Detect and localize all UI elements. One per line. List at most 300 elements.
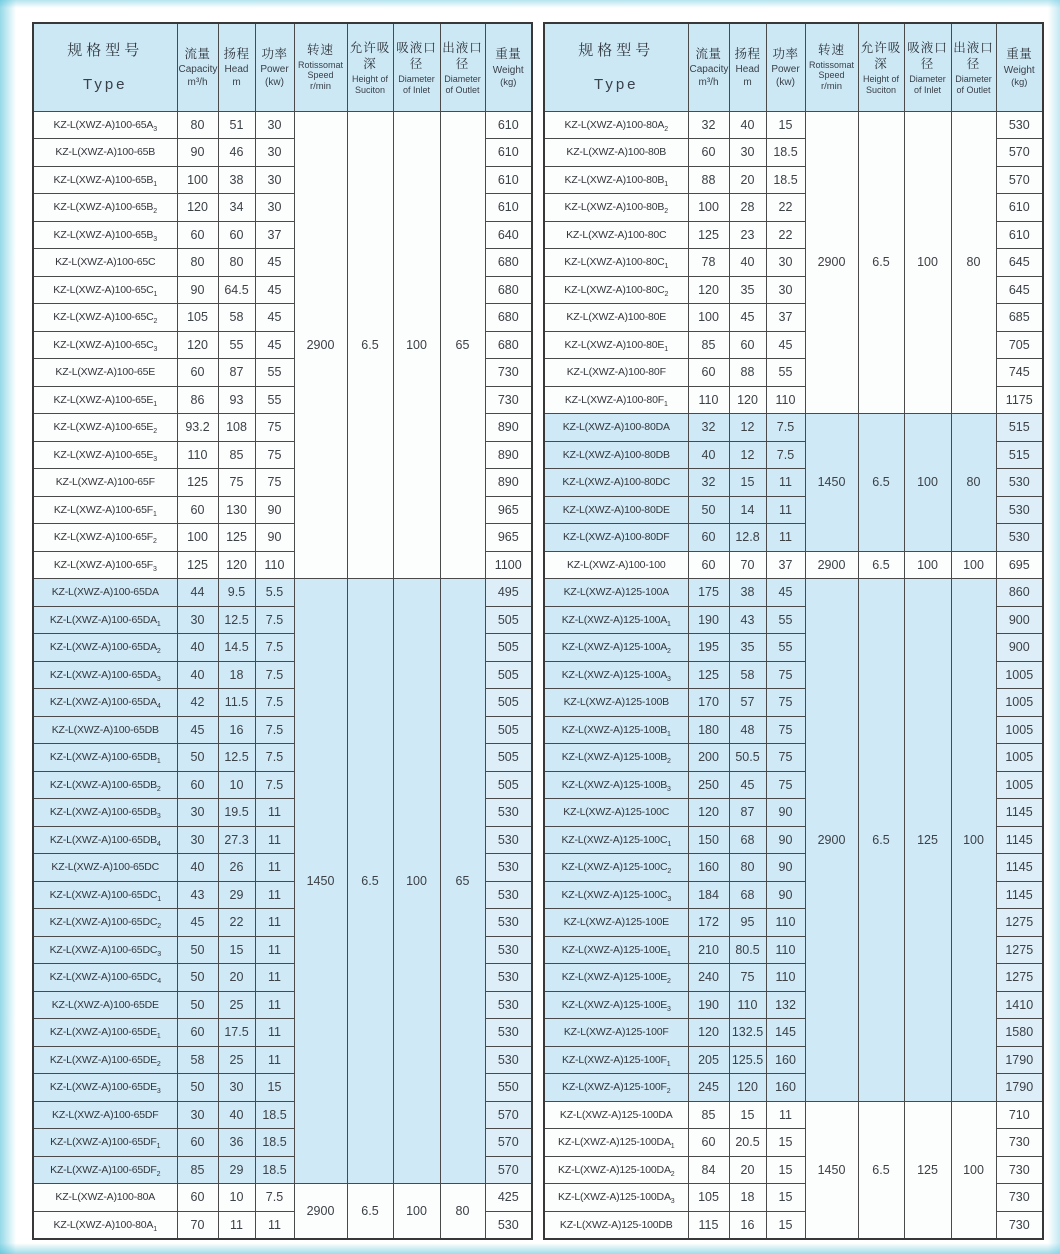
weight-cell: 965 bbox=[485, 496, 532, 524]
weight-cell: 505 bbox=[485, 661, 532, 689]
head-cell: 12.5 bbox=[218, 606, 255, 634]
head-cell: 25 bbox=[218, 991, 255, 1019]
tables-container bbox=[32, 22, 1060, 1240]
inlet-diameter-cell: 100 bbox=[904, 551, 951, 579]
head-cell: 25 bbox=[218, 1046, 255, 1074]
power-cell: 18.5 bbox=[255, 1101, 294, 1129]
capacity-cell: 200 bbox=[688, 744, 729, 772]
type-cell: $KZ-L(XWZ-A)125-100E_3$ bbox=[544, 991, 688, 1019]
power-cell: 45 bbox=[255, 304, 294, 332]
type-cell: $KZ-L(XWZ-A)100-65DA_2$ bbox=[33, 634, 177, 662]
type-cell: KZ-L(XWZ-A)125-100E bbox=[544, 909, 688, 937]
head-cell: 26 bbox=[218, 854, 255, 882]
head-cell: 10 bbox=[218, 1184, 255, 1212]
type-cell: $KZ-L(XWZ-A)100-65DB_4$ bbox=[33, 826, 177, 854]
power-cell: 55 bbox=[766, 606, 805, 634]
type-cell: KZ-L(XWZ-A)100-80DC bbox=[544, 469, 688, 497]
capacity-cell: 90 bbox=[177, 276, 218, 304]
head-cell: 29 bbox=[218, 1156, 255, 1184]
power-cell: 11 bbox=[255, 1019, 294, 1047]
weight-cell: 1005 bbox=[996, 689, 1043, 717]
weight-cell: 890 bbox=[485, 469, 532, 497]
head-cell: 58 bbox=[218, 304, 255, 332]
power-cell: 30 bbox=[766, 249, 805, 277]
head-cell: 20.5 bbox=[729, 1129, 766, 1157]
speed-cell: 2900 bbox=[805, 551, 858, 579]
type-cell: $KZ-L(XWZ-A)100-80A_2$ bbox=[544, 111, 688, 139]
type-cell: $KZ-L(XWZ-A)125-100F_1$ bbox=[544, 1046, 688, 1074]
col-header-outlet: 出液口径 Diameter of Outlet bbox=[951, 23, 996, 111]
type-cell: KZ-L(XWZ-A)100-80DA bbox=[544, 414, 688, 442]
col-header-speed: 转速 Rotissomat Speed r/min bbox=[805, 23, 858, 111]
weight-cell: 1145 bbox=[996, 826, 1043, 854]
type-cell: $KZ-L(XWZ-A)125-100E_2$ bbox=[544, 964, 688, 992]
power-cell: 11 bbox=[766, 1101, 805, 1129]
capacity-cell: 50 bbox=[177, 744, 218, 772]
speed-cell: 2900 bbox=[294, 1184, 347, 1239]
power-cell: 55 bbox=[766, 359, 805, 387]
type-cell: $KZ-L(XWZ-A)100-80F_1$ bbox=[544, 386, 688, 414]
weight-cell: 530 bbox=[485, 991, 532, 1019]
weight-cell: 530 bbox=[485, 826, 532, 854]
weight-cell: 530 bbox=[485, 854, 532, 882]
col-header-outlet: 出液口径 Diameter of Outlet bbox=[440, 23, 485, 111]
weight-cell: 1790 bbox=[996, 1074, 1043, 1102]
capacity-cell: 30 bbox=[177, 826, 218, 854]
weight-cell: 1580 bbox=[996, 1019, 1043, 1047]
type-cell: $KZ-L(XWZ-A)125-100DA_3$ bbox=[544, 1184, 688, 1212]
head-cell: 36 bbox=[218, 1129, 255, 1157]
power-cell: 90 bbox=[255, 496, 294, 524]
outlet-diameter-cell: 65 bbox=[440, 579, 485, 1184]
type-cell: KZ-L(XWZ-A)100-65DC bbox=[33, 854, 177, 882]
type-cell: $KZ-L(XWZ-A)100-65DB_2$ bbox=[33, 771, 177, 799]
speed-cell: 2900 bbox=[294, 111, 347, 579]
head-cell: 16 bbox=[218, 716, 255, 744]
weight-cell: 530 bbox=[485, 936, 532, 964]
weight-cell: 1005 bbox=[996, 716, 1043, 744]
weight-cell: 695 bbox=[996, 551, 1043, 579]
type-cell: KZ-L(XWZ-A)125-100DB bbox=[544, 1211, 688, 1239]
capacity-cell: 110 bbox=[177, 441, 218, 469]
capacity-cell: 100 bbox=[177, 524, 218, 552]
type-cell: $KZ-L(XWZ-A)100-65A_3$ bbox=[33, 111, 177, 139]
capacity-cell: 180 bbox=[688, 716, 729, 744]
col-header-suction: 允许吸深 Height of Suciton bbox=[858, 23, 904, 111]
power-cell: 75 bbox=[255, 469, 294, 497]
capacity-cell: 100 bbox=[177, 166, 218, 194]
head-cell: 120 bbox=[729, 386, 766, 414]
head-cell: 60 bbox=[218, 221, 255, 249]
weight-cell: 610 bbox=[996, 221, 1043, 249]
weight-cell: 570 bbox=[485, 1156, 532, 1184]
type-cell: KZ-L(XWZ-A)100-65DE bbox=[33, 991, 177, 1019]
head-cell: 12.8 bbox=[729, 524, 766, 552]
type-cell: $KZ-L(XWZ-A)100-80A_1$ bbox=[33, 1211, 177, 1239]
head-cell: 9.5 bbox=[218, 579, 255, 607]
weight-cell: 685 bbox=[996, 304, 1043, 332]
type-cell: $KZ-L(XWZ-A)100-65F_2$ bbox=[33, 524, 177, 552]
type-cell: KZ-L(XWZ-A)125-100C bbox=[544, 799, 688, 827]
weight-cell: 610 bbox=[996, 194, 1043, 222]
head-cell: 64.5 bbox=[218, 276, 255, 304]
power-cell: 110 bbox=[766, 936, 805, 964]
table-header bbox=[33, 23, 532, 111]
header-row bbox=[33, 23, 532, 111]
type-cell: $KZ-L(XWZ-A)100-65C_2$ bbox=[33, 304, 177, 332]
outlet-diameter-cell: 100 bbox=[951, 579, 996, 1102]
type-cell: $KZ-L(XWZ-A)100-65E_3$ bbox=[33, 441, 177, 469]
head-cell: 75 bbox=[218, 469, 255, 497]
speed-cell: 2900 bbox=[805, 579, 858, 1102]
type-cell: KZ-L(XWZ-A)125-100DA bbox=[544, 1101, 688, 1129]
power-cell: 7.5 bbox=[255, 771, 294, 799]
inlet-diameter-cell: 100 bbox=[393, 111, 440, 579]
power-cell: 7.5 bbox=[255, 634, 294, 662]
weight-cell: 1790 bbox=[996, 1046, 1043, 1074]
power-cell: 11 bbox=[766, 496, 805, 524]
weight-cell: 1005 bbox=[996, 771, 1043, 799]
head-cell: 15 bbox=[218, 936, 255, 964]
table-body bbox=[33, 111, 532, 1239]
capacity-cell: 60 bbox=[177, 1129, 218, 1157]
suction-height-cell: 6.5 bbox=[858, 1101, 904, 1239]
capacity-cell: 250 bbox=[688, 771, 729, 799]
capacity-cell: 115 bbox=[688, 1211, 729, 1239]
col-header-power: 功率 Power (kw) bbox=[255, 23, 294, 111]
capacity-cell: 85 bbox=[688, 1101, 729, 1129]
outlet-diameter-cell: 80 bbox=[951, 111, 996, 414]
power-cell: 11 bbox=[255, 1046, 294, 1074]
suction-height-cell: 6.5 bbox=[858, 414, 904, 552]
head-cell: 87 bbox=[218, 359, 255, 387]
power-cell: 11 bbox=[255, 1211, 294, 1239]
spec-row bbox=[544, 414, 1043, 442]
weight-cell: 900 bbox=[996, 634, 1043, 662]
head-cell: 50.5 bbox=[729, 744, 766, 772]
weight-cell: 745 bbox=[996, 359, 1043, 387]
capacity-cell: 58 bbox=[177, 1046, 218, 1074]
power-cell: 75 bbox=[766, 771, 805, 799]
power-cell: 90 bbox=[766, 826, 805, 854]
type-cell: $KZ-L(XWZ-A)100-65E_2$ bbox=[33, 414, 177, 442]
power-cell: 7.5 bbox=[255, 744, 294, 772]
type-cell: $KZ-L(XWZ-A)125-100A_1$ bbox=[544, 606, 688, 634]
head-cell: 57 bbox=[729, 689, 766, 717]
type-cell: $KZ-L(XWZ-A)100-80C_1$ bbox=[544, 249, 688, 277]
col-header-weight: 重量 Weight (kg) bbox=[996, 23, 1043, 111]
type-cell: $KZ-L(XWZ-A)100-65F_1$ bbox=[33, 496, 177, 524]
type-cell: $KZ-L(XWZ-A)100-65DC_4$ bbox=[33, 964, 177, 992]
weight-cell: 890 bbox=[485, 414, 532, 442]
head-cell: 12 bbox=[729, 441, 766, 469]
type-cell: $KZ-L(XWZ-A)100-65F_3$ bbox=[33, 551, 177, 579]
weight-cell: 505 bbox=[485, 689, 532, 717]
power-cell: 15 bbox=[255, 1074, 294, 1102]
capacity-cell: 60 bbox=[177, 1019, 218, 1047]
type-cell: KZ-L(XWZ-A)100-65E bbox=[33, 359, 177, 387]
power-cell: 7.5 bbox=[766, 441, 805, 469]
power-cell: 15 bbox=[766, 1184, 805, 1212]
head-cell: 35 bbox=[729, 634, 766, 662]
weight-cell: 900 bbox=[996, 606, 1043, 634]
type-cell: $KZ-L(XWZ-A)100-65B_2$ bbox=[33, 194, 177, 222]
inlet-diameter-cell: 125 bbox=[904, 1101, 951, 1239]
power-cell: 11 bbox=[255, 854, 294, 882]
head-cell: 28 bbox=[729, 194, 766, 222]
power-cell: 110 bbox=[766, 386, 805, 414]
head-cell: 27.3 bbox=[218, 826, 255, 854]
head-cell: 108 bbox=[218, 414, 255, 442]
power-cell: 37 bbox=[766, 551, 805, 579]
head-cell: 20 bbox=[729, 1156, 766, 1184]
head-cell: 93 bbox=[218, 386, 255, 414]
power-cell: 11 bbox=[255, 881, 294, 909]
head-cell: 80.5 bbox=[729, 936, 766, 964]
type-cell: $KZ-L(XWZ-A)100-80C_2$ bbox=[544, 276, 688, 304]
head-cell: 15 bbox=[729, 1101, 766, 1129]
weight-cell: 1275 bbox=[996, 936, 1043, 964]
weight-cell: 1175 bbox=[996, 386, 1043, 414]
outlet-diameter-cell: 80 bbox=[951, 414, 996, 552]
weight-cell: 705 bbox=[996, 331, 1043, 359]
power-cell: 75 bbox=[255, 414, 294, 442]
capacity-cell: 90 bbox=[177, 139, 218, 167]
power-cell: 7.5 bbox=[255, 689, 294, 717]
col-header-power: 功率 Power (kw) bbox=[766, 23, 805, 111]
weight-cell: 505 bbox=[485, 606, 532, 634]
weight-cell: 680 bbox=[485, 304, 532, 332]
type-cell: KZ-L(XWZ-A)100-65F bbox=[33, 469, 177, 497]
power-cell: 75 bbox=[766, 744, 805, 772]
capacity-cell: 125 bbox=[177, 551, 218, 579]
power-cell: 145 bbox=[766, 1019, 805, 1047]
power-cell: 55 bbox=[255, 359, 294, 387]
capacity-cell: 105 bbox=[688, 1184, 729, 1212]
capacity-cell: 100 bbox=[688, 304, 729, 332]
capacity-cell: 125 bbox=[177, 469, 218, 497]
weight-cell: 1410 bbox=[996, 991, 1043, 1019]
head-cell: 20 bbox=[729, 166, 766, 194]
weight-cell: 530 bbox=[485, 799, 532, 827]
weight-cell: 730 bbox=[485, 359, 532, 387]
head-cell: 125 bbox=[218, 524, 255, 552]
power-cell: 75 bbox=[255, 441, 294, 469]
type-cell: $KZ-L(XWZ-A)100-65DA_4$ bbox=[33, 689, 177, 717]
capacity-cell: 85 bbox=[177, 1156, 218, 1184]
power-cell: 160 bbox=[766, 1074, 805, 1102]
capacity-cell: 85 bbox=[688, 331, 729, 359]
capacity-cell: 60 bbox=[688, 359, 729, 387]
type-cell: $KZ-L(XWZ-A)100-65B_3$ bbox=[33, 221, 177, 249]
capacity-cell: 50 bbox=[177, 1074, 218, 1102]
power-cell: 22 bbox=[766, 194, 805, 222]
type-cell: $KZ-L(XWZ-A)125-100B_2$ bbox=[544, 744, 688, 772]
capacity-cell: 184 bbox=[688, 881, 729, 909]
spec-row bbox=[33, 579, 532, 607]
type-cell: KZ-L(XWZ-A)100-80E bbox=[544, 304, 688, 332]
type-cell: $KZ-L(XWZ-A)100-65B_1$ bbox=[33, 166, 177, 194]
col-header-inlet: 吸液口径 Diameter of Inlet bbox=[904, 23, 951, 111]
power-cell: 7.5 bbox=[255, 1184, 294, 1212]
col-header-weight: 重量 Weight (kg) bbox=[485, 23, 532, 111]
head-cell: 51 bbox=[218, 111, 255, 139]
capacity-cell: 60 bbox=[177, 496, 218, 524]
head-cell: 132.5 bbox=[729, 1019, 766, 1047]
weight-cell: 570 bbox=[996, 166, 1043, 194]
table-header bbox=[544, 23, 1043, 111]
type-cell: $KZ-L(XWZ-A)125-100F_2$ bbox=[544, 1074, 688, 1102]
spec-row bbox=[544, 111, 1043, 139]
capacity-cell: 84 bbox=[688, 1156, 729, 1184]
type-cell: $KZ-L(XWZ-A)100-65DE_3$ bbox=[33, 1074, 177, 1102]
capacity-cell: 60 bbox=[688, 551, 729, 579]
inlet-diameter-cell: 100 bbox=[393, 1184, 440, 1239]
weight-cell: 530 bbox=[485, 1019, 532, 1047]
weight-cell: 610 bbox=[485, 194, 532, 222]
speed-cell: 1450 bbox=[805, 414, 858, 552]
weight-cell: 570 bbox=[996, 139, 1043, 167]
power-cell: 45 bbox=[766, 331, 805, 359]
power-cell: 18.5 bbox=[766, 166, 805, 194]
power-cell: 7.5 bbox=[255, 661, 294, 689]
capacity-cell: 50 bbox=[177, 991, 218, 1019]
suction-height-cell: 6.5 bbox=[347, 111, 393, 579]
head-cell: 48 bbox=[729, 716, 766, 744]
type-cell: $KZ-L(XWZ-A)100-65DF_2$ bbox=[33, 1156, 177, 1184]
power-cell: 5.5 bbox=[255, 579, 294, 607]
power-cell: 55 bbox=[766, 634, 805, 662]
power-cell: 30 bbox=[255, 194, 294, 222]
speed-cell: 1450 bbox=[805, 1101, 858, 1239]
head-cell: 45 bbox=[729, 304, 766, 332]
inlet-diameter-cell: 125 bbox=[904, 579, 951, 1102]
weight-cell: 515 bbox=[996, 441, 1043, 469]
type-cell: KZ-L(XWZ-A)100-100 bbox=[544, 551, 688, 579]
capacity-cell: 60 bbox=[688, 139, 729, 167]
type-cell: $KZ-L(XWZ-A)125-100A_2$ bbox=[544, 634, 688, 662]
weight-cell: 645 bbox=[996, 249, 1043, 277]
type-cell: $KZ-L(XWZ-A)100-80B_2$ bbox=[544, 194, 688, 222]
col-header-head: 扬程 Head m bbox=[729, 23, 766, 111]
head-cell: 30 bbox=[729, 139, 766, 167]
power-cell: 11 bbox=[766, 524, 805, 552]
weight-cell: 1100 bbox=[485, 551, 532, 579]
capacity-cell: 190 bbox=[688, 991, 729, 1019]
spec-row bbox=[33, 1184, 532, 1212]
power-cell: 11 bbox=[255, 799, 294, 827]
weight-cell: 730 bbox=[996, 1211, 1043, 1239]
power-cell: 11 bbox=[255, 964, 294, 992]
weight-cell: 610 bbox=[485, 166, 532, 194]
suction-height-cell: 6.5 bbox=[858, 579, 904, 1102]
weight-cell: 1145 bbox=[996, 881, 1043, 909]
speed-cell: 1450 bbox=[294, 579, 347, 1184]
capacity-cell: 170 bbox=[688, 689, 729, 717]
weight-cell: 530 bbox=[485, 1211, 532, 1239]
capacity-cell: 195 bbox=[688, 634, 729, 662]
power-cell: 18.5 bbox=[766, 139, 805, 167]
capacity-cell: 78 bbox=[688, 249, 729, 277]
power-cell: 7.5 bbox=[766, 414, 805, 442]
capacity-cell: 190 bbox=[688, 606, 729, 634]
weight-cell: 515 bbox=[996, 414, 1043, 442]
capacity-cell: 30 bbox=[177, 1101, 218, 1129]
capacity-cell: 172 bbox=[688, 909, 729, 937]
capacity-cell: 105 bbox=[177, 304, 218, 332]
head-cell: 15 bbox=[729, 469, 766, 497]
capacity-cell: 150 bbox=[688, 826, 729, 854]
weight-cell: 730 bbox=[996, 1184, 1043, 1212]
type-cell: KZ-L(XWZ-A)125-100A bbox=[544, 579, 688, 607]
capacity-cell: 70 bbox=[177, 1211, 218, 1239]
head-cell: 60 bbox=[729, 331, 766, 359]
spec-row bbox=[544, 579, 1043, 607]
capacity-cell: 45 bbox=[177, 716, 218, 744]
head-cell: 87 bbox=[729, 799, 766, 827]
weight-cell: 570 bbox=[485, 1129, 532, 1157]
weight-cell: 710 bbox=[996, 1101, 1043, 1129]
power-cell: 110 bbox=[766, 964, 805, 992]
weight-cell: 530 bbox=[485, 964, 532, 992]
weight-cell: 530 bbox=[485, 1046, 532, 1074]
power-cell: 11 bbox=[255, 991, 294, 1019]
capacity-cell: 210 bbox=[688, 936, 729, 964]
weight-cell: 1145 bbox=[996, 799, 1043, 827]
head-cell: 40 bbox=[729, 249, 766, 277]
head-cell: 45 bbox=[729, 771, 766, 799]
head-cell: 38 bbox=[218, 166, 255, 194]
head-cell: 18 bbox=[218, 661, 255, 689]
type-cell: $KZ-L(XWZ-A)125-100B_3$ bbox=[544, 771, 688, 799]
power-cell: 45 bbox=[255, 249, 294, 277]
weight-cell: 730 bbox=[485, 386, 532, 414]
spec-row bbox=[544, 551, 1043, 579]
col-header-head: 扬程 Head m bbox=[218, 23, 255, 111]
capacity-cell: 60 bbox=[688, 524, 729, 552]
head-cell: 68 bbox=[729, 881, 766, 909]
capacity-cell: 40 bbox=[177, 661, 218, 689]
power-cell: 18.5 bbox=[255, 1156, 294, 1184]
head-cell: 11.5 bbox=[218, 689, 255, 717]
head-cell: 34 bbox=[218, 194, 255, 222]
power-cell: 90 bbox=[255, 524, 294, 552]
type-cell: $KZ-L(XWZ-A)125-100E_1$ bbox=[544, 936, 688, 964]
head-cell: 11 bbox=[218, 1211, 255, 1239]
capacity-cell: 60 bbox=[177, 359, 218, 387]
weight-cell: 680 bbox=[485, 249, 532, 277]
type-cell: KZ-L(XWZ-A)100-65DA bbox=[33, 579, 177, 607]
head-cell: 40 bbox=[729, 111, 766, 139]
head-cell: 22 bbox=[218, 909, 255, 937]
suction-height-cell: 6.5 bbox=[858, 551, 904, 579]
capacity-cell: 100 bbox=[688, 194, 729, 222]
power-cell: 90 bbox=[766, 854, 805, 882]
weight-cell: 640 bbox=[485, 221, 532, 249]
capacity-cell: 120 bbox=[688, 276, 729, 304]
capacity-cell: 93.2 bbox=[177, 414, 218, 442]
power-cell: 30 bbox=[255, 166, 294, 194]
head-cell: 23 bbox=[729, 221, 766, 249]
power-cell: 15 bbox=[766, 1211, 805, 1239]
capacity-cell: 50 bbox=[688, 496, 729, 524]
capacity-cell: 125 bbox=[688, 661, 729, 689]
weight-cell: 965 bbox=[485, 524, 532, 552]
capacity-cell: 42 bbox=[177, 689, 218, 717]
capacity-cell: 30 bbox=[177, 606, 218, 634]
head-cell: 110 bbox=[729, 991, 766, 1019]
head-cell: 130 bbox=[218, 496, 255, 524]
